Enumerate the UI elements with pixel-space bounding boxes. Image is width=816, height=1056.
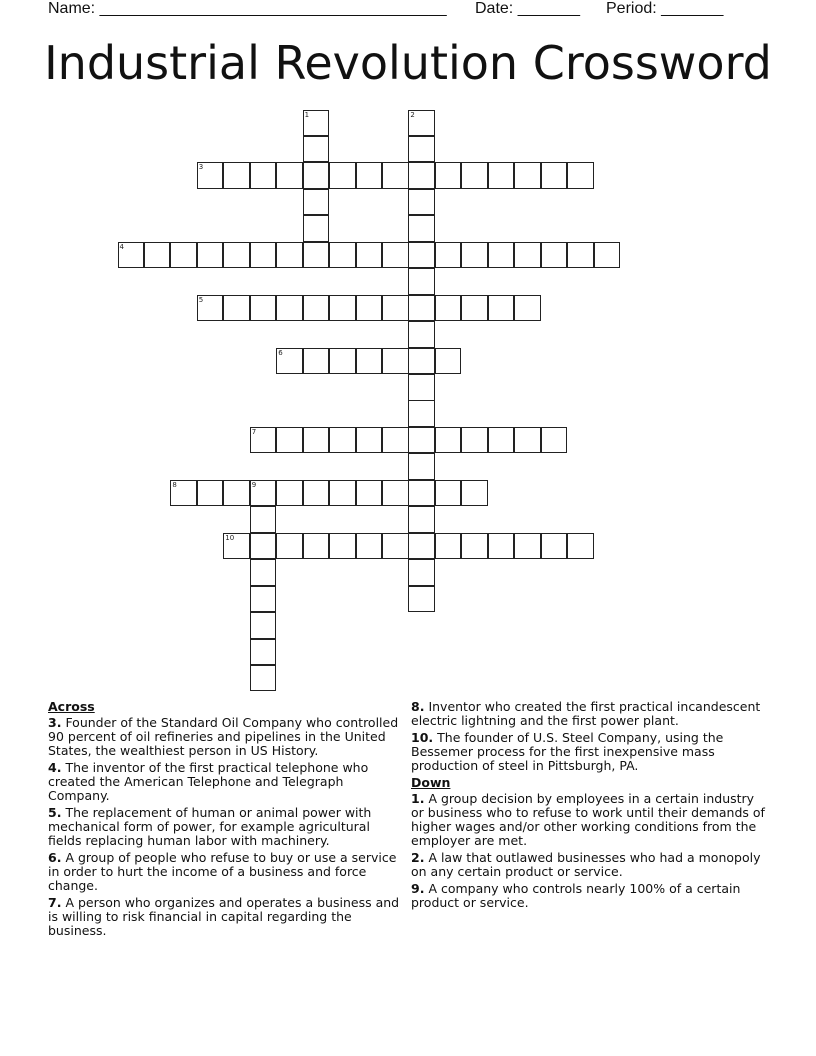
cell-number: 6 bbox=[278, 348, 283, 357]
grid-cell[interactable] bbox=[408, 506, 435, 533]
grid-cell[interactable] bbox=[408, 586, 435, 613]
clue-text: The inventor of the first practical telephone who created the American Telephone and Telegraph Company. bbox=[48, 760, 369, 803]
grid-cell[interactable] bbox=[541, 533, 568, 560]
clue-across-6 bbox=[48, 851, 400, 893]
grid-cell[interactable] bbox=[435, 295, 462, 322]
clue-down-9 bbox=[411, 882, 766, 910]
grid-cell[interactable] bbox=[488, 533, 515, 560]
grid-cell[interactable] bbox=[329, 533, 356, 560]
grid-cell[interactable] bbox=[303, 136, 330, 163]
period-field-label: Period: _______ bbox=[606, 0, 724, 17]
grid-cell[interactable] bbox=[223, 295, 250, 322]
grid-cell[interactable] bbox=[408, 242, 435, 269]
clues-left-column bbox=[48, 700, 400, 941]
clue-number: 5. bbox=[48, 805, 62, 820]
grid-cell[interactable] bbox=[197, 242, 224, 269]
grid-cell[interactable] bbox=[488, 427, 515, 454]
grid-cell[interactable] bbox=[514, 427, 541, 454]
grid-cell[interactable] bbox=[250, 612, 277, 639]
grid-cell[interactable] bbox=[408, 215, 435, 242]
grid-cell[interactable] bbox=[382, 242, 409, 269]
grid-cell[interactable] bbox=[514, 533, 541, 560]
grid-cell[interactable] bbox=[197, 162, 224, 189]
grid-cell[interactable] bbox=[435, 480, 462, 507]
grid-cell[interactable] bbox=[250, 559, 277, 586]
down-heading: Down bbox=[411, 775, 451, 790]
grid-cell[interactable] bbox=[250, 427, 277, 454]
grid-cell[interactable] bbox=[382, 295, 409, 322]
grid-cell[interactable] bbox=[408, 268, 435, 295]
grid-cell[interactable] bbox=[408, 374, 435, 401]
grid-cell[interactable] bbox=[276, 533, 303, 560]
clue-text: A law that outlawed businesses who had a monopoly on any certain product or service. bbox=[411, 850, 761, 879]
grid-cell[interactable] bbox=[382, 480, 409, 507]
cell-number: 3 bbox=[198, 163, 204, 172]
clue-text: A company who controls nearly 100% of a certain product or service. bbox=[411, 881, 741, 910]
grid-cell[interactable] bbox=[276, 295, 303, 322]
grid-cell[interactable] bbox=[197, 480, 224, 507]
grid-cell[interactable] bbox=[408, 136, 435, 163]
grid-cell[interactable] bbox=[408, 348, 435, 375]
clue-text: A person who organizes and operates a business and is willing to risk financial in capital regarding the business. bbox=[48, 895, 400, 938]
grid-cell[interactable] bbox=[329, 162, 356, 189]
grid-cell[interactable] bbox=[250, 639, 277, 666]
grid-cell[interactable] bbox=[329, 242, 356, 269]
across-heading: Across bbox=[48, 699, 95, 714]
clue-across-7 bbox=[48, 896, 400, 938]
cell-number: 2 bbox=[410, 110, 415, 119]
grid-cell[interactable] bbox=[303, 110, 330, 137]
grid-cell[interactable] bbox=[382, 348, 409, 375]
cell-number: 10 bbox=[225, 533, 235, 542]
grid-cell[interactable] bbox=[197, 295, 224, 322]
cell-number: 4 bbox=[119, 242, 124, 251]
grid-cell[interactable] bbox=[514, 242, 541, 269]
grid-cell[interactable] bbox=[461, 480, 488, 507]
grid-cell[interactable] bbox=[303, 295, 330, 322]
grid-cell[interactable] bbox=[118, 242, 145, 269]
grid-cell[interactable] bbox=[382, 162, 409, 189]
grid-cell[interactable] bbox=[408, 559, 435, 586]
grid-cell[interactable] bbox=[541, 427, 568, 454]
clue-down-2 bbox=[411, 851, 766, 879]
grid-cell[interactable] bbox=[223, 242, 250, 269]
grid-cell[interactable] bbox=[488, 295, 515, 322]
grid-cell[interactable] bbox=[408, 400, 435, 427]
grid-cell[interactable] bbox=[303, 242, 330, 269]
grid-cell[interactable] bbox=[514, 162, 541, 189]
grid-cell[interactable] bbox=[223, 162, 250, 189]
grid-cell[interactable] bbox=[408, 533, 435, 560]
grid-cell[interactable] bbox=[461, 242, 488, 269]
cell-number: 7 bbox=[251, 427, 257, 436]
grid-cell[interactable] bbox=[408, 480, 435, 507]
grid-cell[interactable] bbox=[567, 242, 594, 269]
grid-cell[interactable] bbox=[461, 295, 488, 322]
cell-number: 1 bbox=[304, 110, 310, 119]
grid-cell[interactable] bbox=[250, 295, 277, 322]
grid-cell[interactable] bbox=[408, 427, 435, 454]
grid-cell[interactable] bbox=[356, 295, 383, 322]
name-field-label: Name: _______________________________________ bbox=[48, 0, 447, 17]
grid-cell[interactable] bbox=[541, 162, 568, 189]
grid-cell[interactable] bbox=[276, 242, 303, 269]
grid-cell[interactable] bbox=[276, 427, 303, 454]
grid-cell[interactable] bbox=[303, 533, 330, 560]
grid-cell[interactable] bbox=[594, 242, 621, 269]
grid-cell[interactable] bbox=[356, 242, 383, 269]
clue-number: 6. bbox=[48, 850, 62, 865]
clue-text: The replacement of human or animal power with mechanical form of power, for example agricultural fields replacing human labor with machinery. bbox=[48, 805, 372, 848]
clue-across-4 bbox=[48, 761, 400, 803]
grid-cell[interactable] bbox=[435, 533, 462, 560]
grid-cell[interactable] bbox=[488, 162, 515, 189]
grid-cell[interactable] bbox=[567, 533, 594, 560]
grid-cell[interactable] bbox=[567, 162, 594, 189]
grid-cell[interactable] bbox=[408, 189, 435, 216]
grid-cell[interactable] bbox=[303, 427, 330, 454]
grid-cell[interactable] bbox=[250, 242, 277, 269]
clue-across-3 bbox=[48, 716, 400, 758]
clue-down-1 bbox=[411, 792, 766, 848]
grid-cell[interactable] bbox=[170, 242, 197, 269]
grid-cell[interactable] bbox=[250, 665, 277, 692]
grid-cell[interactable] bbox=[303, 189, 330, 216]
grid-cell[interactable] bbox=[250, 162, 277, 189]
grid-cell[interactable] bbox=[408, 295, 435, 322]
clue-across-8 bbox=[411, 700, 766, 728]
clue-number: 8. bbox=[411, 699, 425, 714]
clue-across-5 bbox=[48, 806, 400, 848]
grid-cell[interactable] bbox=[435, 348, 462, 375]
clue-across-10 bbox=[411, 731, 766, 773]
clue-text: Founder of the Standard Oil Company who controlled 90 percent of oil refineries and pipelines in the United States, the wealthiest person in US History. bbox=[48, 715, 399, 758]
grid-cell[interactable] bbox=[303, 215, 330, 242]
grid-cell[interactable] bbox=[303, 480, 330, 507]
grid-cell[interactable] bbox=[329, 295, 356, 322]
grid-cell[interactable] bbox=[303, 348, 330, 375]
grid-cell[interactable] bbox=[382, 533, 409, 560]
clue-text: Inventor who created the first practical incandescent electric lightning and the first power plant. bbox=[411, 699, 761, 728]
grid-cell[interactable] bbox=[461, 427, 488, 454]
clue-text: A group of people who refuse to buy or use a service in order to hurt the income of a business and force change. bbox=[48, 850, 397, 893]
clue-number: 4. bbox=[48, 760, 62, 775]
grid-cell[interactable] bbox=[276, 348, 303, 375]
grid-cell[interactable] bbox=[223, 533, 250, 560]
clue-number: 2. bbox=[411, 850, 425, 865]
clue-number: 10. bbox=[411, 730, 434, 745]
grid-cell[interactable] bbox=[329, 427, 356, 454]
grid-cell[interactable] bbox=[356, 348, 383, 375]
grid-cell[interactable] bbox=[488, 242, 515, 269]
date-field-label: Date: _______ bbox=[475, 0, 580, 17]
page-title: Industrial Revolution Crossword bbox=[44, 36, 772, 90]
grid-cell[interactable] bbox=[276, 162, 303, 189]
grid-cell[interactable] bbox=[408, 453, 435, 480]
grid-cell[interactable] bbox=[329, 480, 356, 507]
grid-cell[interactable] bbox=[303, 162, 330, 189]
grid-cell[interactable] bbox=[329, 348, 356, 375]
grid-cell[interactable] bbox=[250, 480, 277, 507]
grid-cell[interactable] bbox=[250, 586, 277, 613]
clue-number: 1. bbox=[411, 791, 425, 806]
clue-number: 9. bbox=[411, 881, 425, 896]
grid-cell[interactable] bbox=[170, 480, 197, 507]
grid-cell[interactable] bbox=[250, 533, 277, 560]
grid-cell[interactable] bbox=[541, 242, 568, 269]
grid-cell[interactable] bbox=[223, 480, 250, 507]
grid-cell[interactable] bbox=[461, 162, 488, 189]
clue-text: A group decision by employees in a certain industry or business who to refuse to work until their demands of higher wages and/or other working conditions from the employer are met. bbox=[411, 791, 765, 848]
cell-number: 5 bbox=[198, 295, 204, 304]
grid-cell[interactable] bbox=[356, 480, 383, 507]
clue-number: 7. bbox=[48, 895, 62, 910]
grid-cell[interactable] bbox=[514, 295, 541, 322]
grid-cell[interactable] bbox=[461, 533, 488, 560]
cell-number: 9 bbox=[251, 480, 257, 489]
grid-cell[interactable] bbox=[382, 427, 409, 454]
grid-cell[interactable] bbox=[408, 321, 435, 348]
clues-right-column bbox=[411, 700, 766, 913]
grid-cell[interactable] bbox=[435, 427, 462, 454]
grid-cell[interactable] bbox=[435, 242, 462, 269]
grid-cell[interactable] bbox=[144, 242, 171, 269]
grid-cell[interactable] bbox=[356, 533, 383, 560]
grid-cell[interactable] bbox=[276, 480, 303, 507]
clue-number: 3. bbox=[48, 715, 62, 730]
grid-cell[interactable] bbox=[356, 427, 383, 454]
grid-cell[interactable] bbox=[408, 162, 435, 189]
grid-cell[interactable] bbox=[356, 162, 383, 189]
grid-cell[interactable] bbox=[435, 162, 462, 189]
grid-cell[interactable] bbox=[250, 506, 277, 533]
cell-number: 8 bbox=[172, 480, 177, 489]
grid-cell[interactable] bbox=[408, 110, 435, 137]
clue-text: The founder of U.S. Steel Company, using the Bessemer process for the first inexpensive mass production of steel in Pittsburgh, PA. bbox=[411, 730, 724, 773]
